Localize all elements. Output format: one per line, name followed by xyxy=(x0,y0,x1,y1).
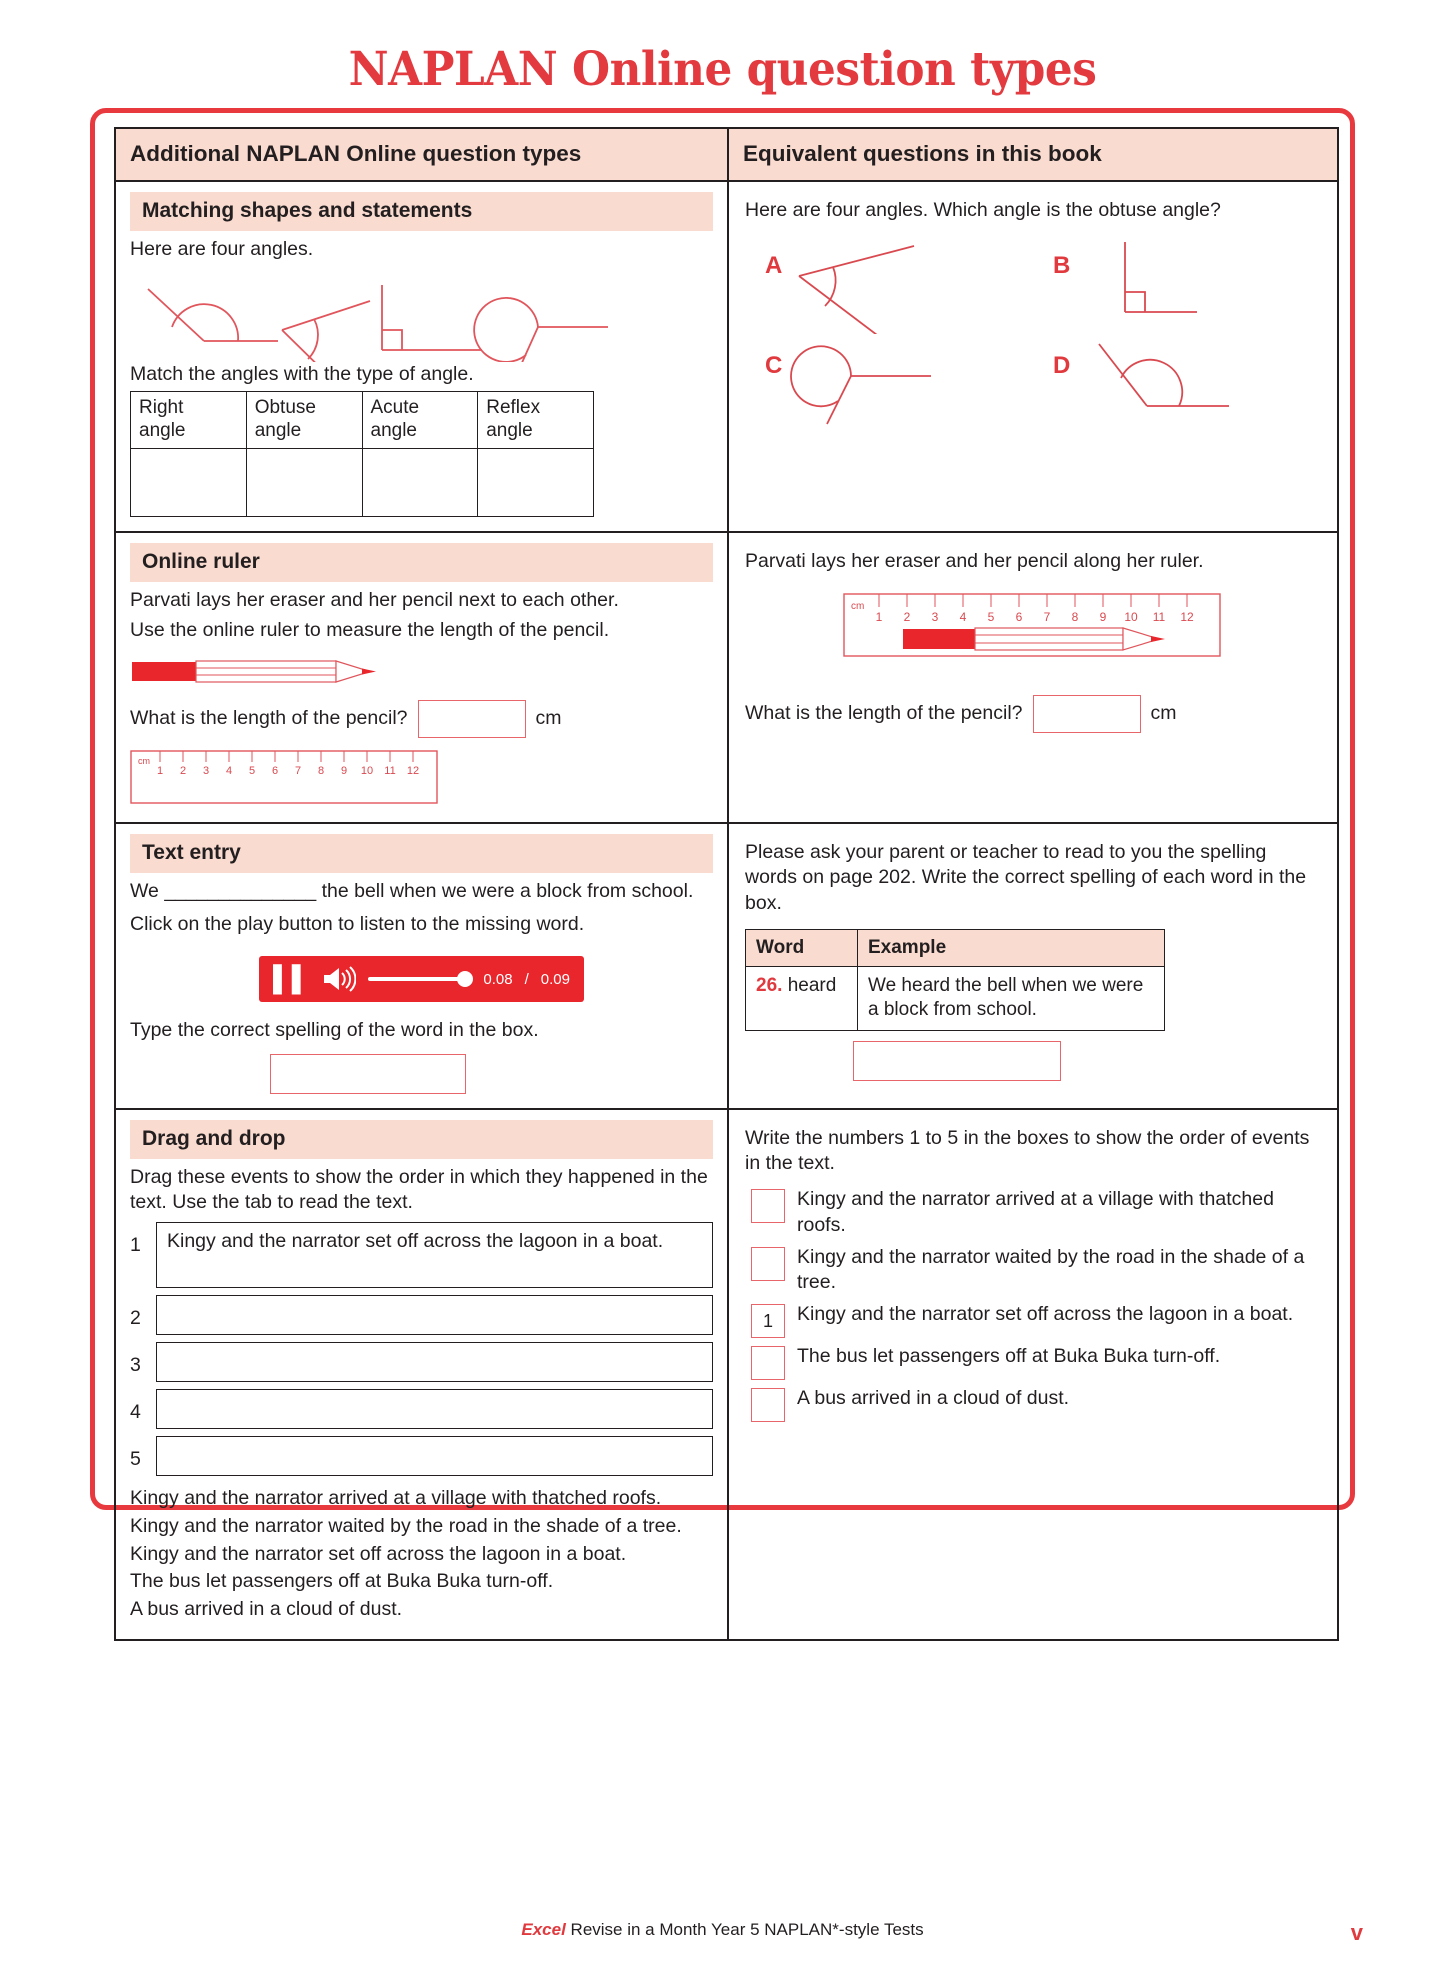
section2-line1: Parvati lays her eraser and her pencil next to each other. xyxy=(130,589,619,612)
section3-right xyxy=(729,824,1337,1108)
footer-brand: Excel xyxy=(521,1920,566,1939)
list-item xyxy=(745,1302,1321,1338)
progress-slider[interactable] xyxy=(368,977,471,981)
angle-drop-target-4[interactable] xyxy=(478,449,594,517)
svg-text:cm: cm xyxy=(138,755,150,766)
section1-intro: Here are four angles. xyxy=(130,238,314,260)
option-label-a: A xyxy=(765,251,783,279)
audio-player[interactable] xyxy=(259,956,584,1002)
svg-text:12: 12 xyxy=(406,764,420,777)
section1-banner: Matching shapes and statements xyxy=(130,192,713,231)
angle-type-label-2b: angle xyxy=(254,420,302,442)
svg-text:5: 5 xyxy=(248,764,256,777)
slot-number-5: 5 xyxy=(130,1448,141,1471)
slot-number-1: 1 xyxy=(130,1234,141,1257)
slot-number-3: 3 xyxy=(130,1354,141,1377)
svg-text:1: 1 xyxy=(875,609,883,624)
angle-type-header-row xyxy=(131,392,594,449)
drop-slot-5[interactable] xyxy=(156,1436,713,1476)
section2-right-question: What is the length of the pencil? xyxy=(745,702,1023,725)
svg-text:6: 6 xyxy=(271,764,279,777)
header-left: Additional NAPLAN Online question types xyxy=(116,129,729,180)
pencil-length-input-right[interactable] xyxy=(1033,695,1141,733)
page-title: NAPLAN Online question types xyxy=(348,42,1097,97)
order-input-1[interactable] xyxy=(751,1189,785,1223)
list-item xyxy=(130,1295,713,1335)
angle-drop-target-2[interactable] xyxy=(246,449,362,517)
total-time: 0.09 xyxy=(540,970,570,988)
speaker-icon xyxy=(322,966,356,992)
sentence-blank[interactable]: ______________ xyxy=(164,879,317,902)
angle-type-cell-right xyxy=(131,392,247,449)
spelling-answer-input[interactable] xyxy=(853,1041,1061,1081)
angle-option-b[interactable] xyxy=(1033,234,1321,334)
svg-text:6: 6 xyxy=(1015,609,1023,624)
svg-text:8: 8 xyxy=(1071,609,1079,624)
section1-left xyxy=(116,182,729,531)
svg-text:1: 1 xyxy=(156,764,164,777)
angle-type-label-1b: angle xyxy=(139,420,186,442)
list-item xyxy=(130,1342,713,1382)
spelling-table-header xyxy=(746,929,1165,966)
section2-right-answer-row xyxy=(745,695,1321,733)
angle-drop-row xyxy=(131,449,594,517)
order-text-2: Kingy and the narrator waited by the road in the shade of a tree. xyxy=(797,1245,1305,1294)
section1-question: Here are four angles. Which angle is the obtuse angle? xyxy=(745,199,1221,221)
sentence-pre: We xyxy=(130,879,165,902)
angle-shapes-row xyxy=(130,267,713,362)
col-word: Word xyxy=(746,929,858,966)
draggable-events-list xyxy=(130,1486,713,1623)
footer-text: Revise in a Month Year 5 NAPLAN*-style Tests xyxy=(565,1920,924,1939)
svg-text:4: 4 xyxy=(225,764,233,777)
word-cell xyxy=(746,966,858,1030)
pencil-eraser-graphic xyxy=(130,656,713,690)
question-types-table xyxy=(114,127,1339,1641)
section2-banner: Online ruler xyxy=(130,543,713,582)
section4-right-instruction: Write the numbers 1 to 5 in the boxes to show the order of events in the text. xyxy=(745,1126,1310,1175)
angle-option-a[interactable] xyxy=(745,234,1033,334)
svg-text:3: 3 xyxy=(202,764,210,777)
draggable-event-3[interactable]: Kingy and the narrator set off across the lagoon in a boat. xyxy=(130,1542,627,1565)
draggable-event-2[interactable]: Kingy and the narrator waited by the road in the shade of a tree. xyxy=(130,1514,682,1537)
angle-options-grid xyxy=(745,234,1321,434)
angle-type-label-2a: Obtuse xyxy=(254,397,316,419)
angle-type-label-3b: angle xyxy=(370,420,417,442)
section4-banner: Drag and drop xyxy=(130,1120,713,1159)
section3-banner: Text entry xyxy=(130,834,713,873)
list-item xyxy=(745,1386,1321,1422)
draggable-event-4[interactable]: The bus let passengers off at Buka Buka turn-off. xyxy=(130,1570,554,1593)
angle-type-label-1a: Right xyxy=(139,397,184,419)
draggable-event-1[interactable]: Kingy and the narrator arrived at a village with thatched roofs. xyxy=(130,1487,662,1510)
drop-slot-1[interactable]: Kingy and the narrator set off across the lagoon in a boat. xyxy=(156,1222,713,1288)
angle-drop-target-3[interactable] xyxy=(362,449,478,517)
order-text-1: Kingy and the narrator arrived at a village with thatched roofs. xyxy=(797,1188,1274,1236)
angle-option-d[interactable] xyxy=(1033,334,1321,434)
angle-drop-target-1[interactable] xyxy=(131,449,247,517)
header-right: Equivalent questions in this book xyxy=(729,129,1337,180)
online-ruler-graphic[interactable] xyxy=(130,750,713,806)
option-label-b: B xyxy=(1053,251,1071,279)
spelling-table xyxy=(745,929,1165,1031)
col-example: Example xyxy=(858,929,1165,966)
drop-slot-list xyxy=(130,1222,713,1476)
angle-option-c[interactable] xyxy=(745,334,1033,434)
section2-answer-row xyxy=(130,700,713,738)
section3-sentence xyxy=(130,879,713,905)
section2-left xyxy=(116,533,729,821)
list-item xyxy=(130,1389,713,1429)
svg-text:9: 9 xyxy=(1099,609,1107,624)
section4-instruction: Drag these events to show the order in which they happened in the text. Use the tab to read the text. xyxy=(130,1165,708,1214)
section4-left xyxy=(116,1110,729,1639)
section3-line2: Click on the play button to listen to the missing word. xyxy=(130,913,585,936)
acute-angle-icon xyxy=(789,234,969,334)
angle-type-cell-reflex xyxy=(478,392,594,449)
list-item xyxy=(745,1245,1321,1296)
list-item xyxy=(130,1222,713,1288)
option-label-d: D xyxy=(1053,351,1071,379)
angle-type-cell-acute xyxy=(362,392,478,449)
angle-type-label-4a: Reflex xyxy=(486,397,541,419)
svg-text:8: 8 xyxy=(317,764,325,777)
svg-text:10: 10 xyxy=(1124,609,1138,624)
svg-text:2: 2 xyxy=(179,764,187,777)
svg-text:12: 12 xyxy=(1180,609,1194,624)
current-time: 0.08 xyxy=(483,970,513,988)
section2-question: What is the length of the pencil? xyxy=(130,707,408,730)
section2-right-unit: cm xyxy=(1150,702,1177,725)
spelling-input[interactable] xyxy=(270,1054,466,1094)
order-text-3: Kingy and the narrator set off across the lagoon in a boat. xyxy=(797,1303,1294,1326)
footer xyxy=(0,1920,1445,1940)
angle-type-table xyxy=(130,391,594,517)
svg-text:7: 7 xyxy=(294,764,302,777)
section3-instruction: Please ask your parent or teacher to read to you the spelling words on page 202. Write the correct spelling of each word in the box. xyxy=(745,840,1307,914)
section2-line2: Use the online ruler to measure the length of the pencil. xyxy=(130,618,610,641)
section4-right xyxy=(729,1110,1337,1639)
svg-text:cm: cm xyxy=(851,600,865,612)
slot-number-2: 2 xyxy=(130,1307,141,1330)
section1-instruction: Match the angles with the type of angle. xyxy=(130,362,474,385)
slot-number-4: 4 xyxy=(130,1401,141,1424)
section2-unit: cm xyxy=(535,707,562,730)
angle-options-row-2 xyxy=(745,334,1321,434)
svg-text:2: 2 xyxy=(903,609,911,624)
list-item xyxy=(745,1187,1321,1238)
pause-icon[interactable]: ▌▌ xyxy=(273,964,311,993)
list-item xyxy=(130,1436,713,1476)
order-input-5[interactable] xyxy=(751,1388,785,1422)
order-text-4: The bus let passengers off at Buka Buka turn-off. xyxy=(797,1345,1221,1368)
section-online-ruler xyxy=(116,533,1337,823)
svg-text:5: 5 xyxy=(987,609,995,624)
time-separator: / xyxy=(524,970,529,988)
svg-text:3: 3 xyxy=(931,609,939,624)
angle-options-row-1 xyxy=(745,234,1321,334)
section-drag-and-drop xyxy=(116,1110,1337,1639)
drop-slot-4[interactable] xyxy=(156,1389,713,1429)
order-text-5: A bus arrived in a cloud of dust. xyxy=(797,1387,1070,1410)
svg-text:7: 7 xyxy=(1043,609,1051,624)
sentence-post: the bell when we were a block from school. xyxy=(316,879,694,902)
option-label-c: C xyxy=(765,351,783,379)
right-angle-icon xyxy=(1077,234,1257,334)
angle-type-cell-obtuse xyxy=(246,392,362,449)
order-items-list xyxy=(745,1187,1321,1422)
svg-text:11: 11 xyxy=(1152,609,1166,624)
section2-right xyxy=(729,533,1337,821)
content-frame xyxy=(90,108,1355,1621)
drop-slot-3[interactable] xyxy=(156,1342,713,1382)
svg-text:9: 9 xyxy=(340,764,348,777)
table-header-row xyxy=(116,129,1337,182)
reflex-angle-icon xyxy=(789,334,969,434)
section3-left xyxy=(116,824,729,1108)
section3-line3: Type the correct spelling of the word in the box. xyxy=(130,1019,539,1041)
word-number: 26. xyxy=(756,974,783,996)
section1-right xyxy=(729,182,1337,531)
angle-type-label-4b: angle xyxy=(486,420,533,442)
svg-text:11: 11 xyxy=(384,764,396,777)
section2-right-line1: Parvati lays her eraser and her pencil along her ruler. xyxy=(745,550,1204,573)
obtuse-angle-icon xyxy=(1077,334,1257,434)
page-number: v xyxy=(1350,1920,1363,1945)
list-item xyxy=(745,1344,1321,1380)
ruler-with-pencil-graphic xyxy=(745,593,1321,671)
table-row xyxy=(746,966,1165,1030)
section-matching-shapes xyxy=(116,182,1337,533)
word-text: heard xyxy=(787,974,837,996)
angle-type-label-3a: Acute xyxy=(370,397,420,419)
section-text-entry xyxy=(116,824,1337,1110)
order-input-4[interactable] xyxy=(751,1346,785,1380)
pencil-length-input[interactable] xyxy=(418,700,526,738)
slider-knob[interactable] xyxy=(457,971,473,987)
example-cell: We heard the bell when we were a block from school. xyxy=(858,966,1165,1030)
drop-slot-2[interactable] xyxy=(156,1295,713,1335)
order-input-3[interactable]: 1 xyxy=(751,1304,785,1338)
svg-text:10: 10 xyxy=(360,764,374,777)
order-input-2[interactable] xyxy=(751,1247,785,1281)
svg-text:4: 4 xyxy=(959,609,967,624)
draggable-event-5[interactable]: A bus arrived in a cloud of dust. xyxy=(130,1598,403,1621)
